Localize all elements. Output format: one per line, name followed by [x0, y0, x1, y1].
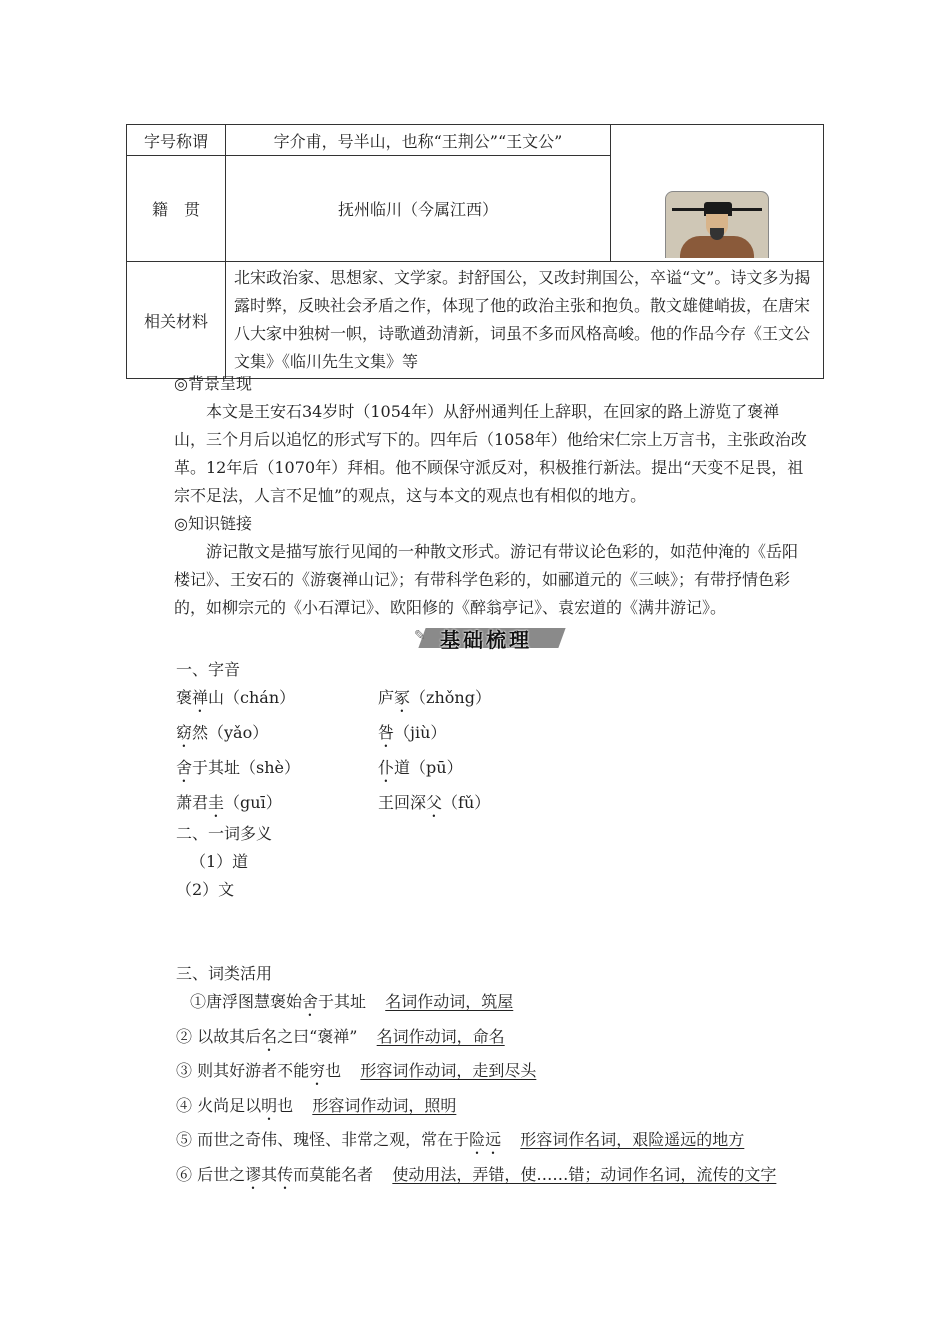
word-text: 庐	[378, 688, 395, 707]
target-char: 舍	[176, 758, 193, 777]
polysemy-item: （2）文	[176, 880, 235, 899]
target-char: 圭	[208, 793, 225, 812]
pinyin-text: （zhǒng）	[410, 688, 491, 707]
pinyin-text: （jiù）	[394, 723, 447, 742]
sentence-text: ①唐浮图慧褒始	[190, 992, 303, 1011]
banner-title: 基础梳理	[440, 628, 532, 652]
sentence-text: ⑥ 后世之	[176, 1164, 246, 1184]
pronunciation-item	[176, 754, 300, 786]
word-usage-item	[190, 988, 513, 1020]
answer-text: 形容词作动词，走到尽头	[360, 1061, 537, 1080]
pronunciation-item	[378, 684, 491, 716]
target-char: 谬	[245, 1164, 262, 1184]
word-text: 褒	[176, 688, 193, 707]
sentence-text: ③ 则其好游者不能	[176, 1061, 310, 1080]
value-materials: 北宋政治家、思想家、文学家。封舒国公，又改封荆国公，卒谥“文”。诗文多为揭露时弊，反映社会矛盾之作，体现了他的政治主张和抱负。散文雄健峭拔，在唐宋八大家中独树一帜，诗歌遒劲清新，词虽不多而风格高峻。他的作品今存《王文公文集》《临川先生文集》等	[226, 262, 824, 379]
target-char: 窈	[176, 723, 193, 742]
section-banner	[414, 622, 564, 652]
sentence-text: 而莫能名者	[293, 1164, 374, 1184]
word-usage-item	[176, 1161, 776, 1193]
sentence-text: ④ 火尚足以	[176, 1095, 262, 1115]
pinyin-text: （fǔ）	[442, 793, 491, 812]
sentence-text: 其	[261, 1164, 278, 1184]
value-name-title: 字介甫，号半山，也称“王荆公”“王文公”	[226, 125, 611, 156]
target-char: 仆	[378, 758, 395, 777]
target-char: 穷	[309, 1061, 326, 1080]
target-char: 父	[426, 793, 443, 812]
polysemy-item: （1）道	[190, 852, 249, 871]
target-char: 险远	[469, 1130, 502, 1149]
pinyin-text: 然（yǎo）	[192, 723, 269, 742]
pronunciation-item	[378, 789, 490, 821]
author-portrait	[665, 191, 769, 258]
target-char: 冢	[394, 688, 411, 707]
answer-text: 名词作动词，命名	[376, 1026, 505, 1046]
sentence-text: ⑤ 而世之奇伟、瑰怪、非常之观，常在于	[176, 1130, 470, 1149]
sentence-text: 之曰“褒禅”	[277, 1026, 358, 1046]
pinyin-text: 山（chán）	[208, 688, 296, 707]
pen-icon: ✎	[414, 628, 426, 644]
word-usage-item	[176, 1126, 744, 1158]
answer-text: 形容词作名词，艰险遥远的地方	[520, 1130, 745, 1149]
section1-title: 一、字音	[176, 660, 241, 679]
label-materials: 相关材料	[127, 262, 226, 379]
section2-title: 二、一词多义	[176, 824, 273, 843]
portrait-cell	[611, 125, 824, 262]
word-usage-item	[176, 1092, 456, 1124]
target-char: 明	[261, 1095, 278, 1115]
pronunciation-item	[378, 719, 446, 751]
pinyin-text: 道（pū）	[394, 758, 463, 777]
pronunciation-item	[176, 719, 268, 751]
sentence-text: ② 以故其后	[176, 1026, 262, 1046]
sentence-text: 于其址	[318, 992, 367, 1011]
pronunciation-item	[176, 684, 295, 716]
word-text: 萧君	[176, 793, 209, 812]
value-hometown: 抚州临川（今属江西）	[226, 156, 611, 262]
knowledge-heading: ◎知识链接	[174, 514, 252, 533]
target-char: 舍	[302, 992, 319, 1011]
pinyin-text: （guī）	[224, 793, 282, 812]
knowledge-text: 游记散文是描写旅行见闻的一种散文形式。游记有带议论色彩的，如范仲淹的《岳阳楼记》、王安石的《游褒禅山记》；有带科学色彩的，如郦道元的《三峡》；有带抒情色彩的，如柳宗元的《小石潭记》、欧阳修的《醉翁亭记》、袁宏道的《满井游记》。	[174, 542, 799, 617]
background-heading: ◎背景呈现	[174, 374, 252, 393]
word-usage-item	[176, 1023, 505, 1055]
word-usage-item	[176, 1057, 536, 1089]
answer-text: 形容词作动词，照明	[312, 1095, 457, 1115]
pinyin-text: 于其址（shè）	[192, 758, 301, 777]
target-char: 名	[261, 1026, 278, 1046]
section3-title: 三、词类活用	[176, 964, 273, 983]
pronunciation-item	[378, 754, 463, 786]
label-hometown: 籍 贯	[127, 156, 226, 262]
answer-text: 使动用法，弄错，使……错；动词作名词，流传的文字	[392, 1164, 777, 1184]
sentence-text: 也	[325, 1061, 342, 1080]
target-char: 禅	[192, 688, 209, 707]
background-text: 本文是王安石34岁时（1054年）从舒州通判任上辞职，在回家的路上游览了褒禅山，三个月后以追忆的形式写下的。四年后（1058年）他给宋仁宗上万言书，主张政治改革。12年后（1070年）拜相。他不顾保守派反对，积极推行新法。提出“天变不足畏，祖宗不足法，人言不足恤”的观点，这与本文的观点也有相似的地方。	[174, 402, 807, 505]
pronunciation-item	[176, 789, 282, 821]
target-char: 咎	[378, 723, 395, 742]
answer-text: 名词作动词，筑屋	[385, 992, 514, 1011]
target-char: 传	[277, 1164, 294, 1184]
author-info-table	[126, 124, 824, 379]
label-name-title: 字号称谓	[127, 125, 226, 156]
sentence-text: 也	[277, 1095, 294, 1115]
word-text: 王回深	[378, 793, 427, 812]
